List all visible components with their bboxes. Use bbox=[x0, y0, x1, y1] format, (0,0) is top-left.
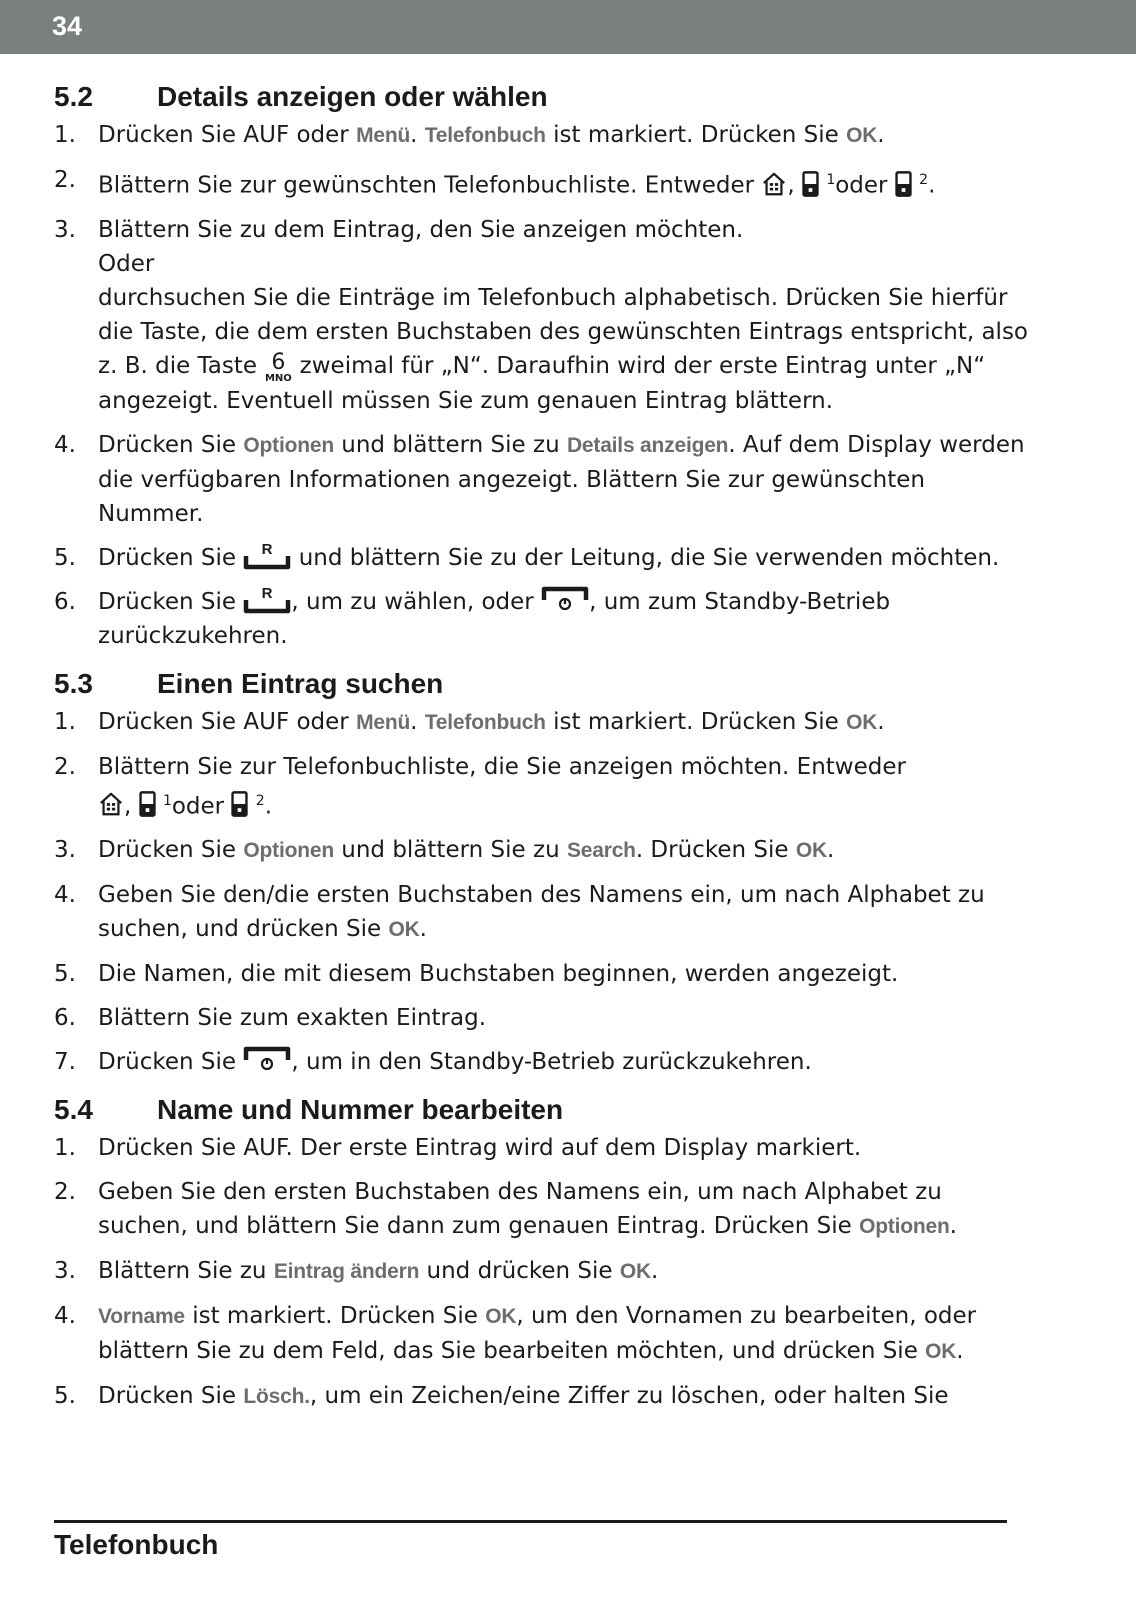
step-text: Drücken Sie bbox=[98, 588, 244, 615]
key-6-icon bbox=[264, 349, 292, 384]
step-number: 5. bbox=[54, 1383, 76, 1410]
section-title-text: Einen Eintrag suchen bbox=[157, 667, 444, 699]
talk-key-icon bbox=[243, 585, 291, 615]
end-key-icon bbox=[541, 585, 589, 615]
loesch-label: Lösch. bbox=[243, 1385, 310, 1409]
mobile-phonebook-icon bbox=[231, 791, 248, 817]
step-item bbox=[54, 1299, 1034, 1369]
step-text: . bbox=[928, 172, 936, 199]
step-text: . bbox=[410, 708, 425, 735]
menu-label: Menü bbox=[356, 710, 411, 734]
step-text: . bbox=[650, 1258, 659, 1285]
step-text: und blättern Sie zu bbox=[333, 837, 567, 864]
talk-key-icon bbox=[243, 541, 291, 571]
ok-label: OK bbox=[485, 1305, 517, 1329]
step-text: zweimal für „N“. Daraufhin wird der erste Eintrag unter „N“ angezeigt. Eventuell müssen Sie zum genauen Eintrag blättern. bbox=[98, 352, 986, 414]
step-text: und blättern Sie zu bbox=[333, 431, 567, 458]
step-text: , um zum Standby-Betrieb zurückzukehren. bbox=[98, 588, 891, 649]
step-text: Blättern Sie zu dem Eintrag, den Sie anzeigen möchten. bbox=[98, 216, 744, 243]
step-text: Blättern Sie zu bbox=[98, 1258, 274, 1285]
step-item bbox=[54, 705, 1034, 740]
step-text: Drücken Sie bbox=[98, 837, 244, 864]
key-letters: MNO bbox=[264, 372, 292, 384]
section-number: 5.2 bbox=[54, 81, 93, 112]
mobile-phonebook-icon bbox=[139, 791, 156, 817]
step-text: , bbox=[787, 172, 795, 199]
step-text: ist markiert. Drücken Sie bbox=[545, 708, 847, 735]
menu-label: Menü bbox=[356, 124, 411, 147]
mobile-index: 1 bbox=[162, 792, 172, 809]
step-number: 4. bbox=[54, 431, 76, 458]
step-item bbox=[54, 957, 1034, 991]
step-text: Oder bbox=[98, 250, 155, 277]
search-label: Search bbox=[566, 839, 636, 863]
step-item bbox=[54, 1001, 1034, 1035]
details-label: Details anzeigen bbox=[566, 433, 729, 457]
step-text: . Drücken Sie bbox=[635, 837, 796, 864]
mobile-phonebook-icon bbox=[895, 171, 912, 197]
section-title-5-4 bbox=[54, 1093, 1034, 1127]
section-title-text: Name und Nummer bearbeiten bbox=[157, 1094, 564, 1126]
page-number: 34 bbox=[52, 11, 83, 41]
step-item bbox=[54, 750, 1034, 824]
step-text: . bbox=[826, 837, 835, 864]
step-text: . bbox=[949, 1213, 957, 1240]
step-text: oder bbox=[835, 172, 888, 199]
optionen-label: Optionen bbox=[243, 839, 334, 863]
step-text: durchsuchen Sie die Einträge im Telefonbuch alphabetisch. Drücken Sie hierfür die Taste, die dem ersten Buchstaben des gewünschten Eintrags entspricht, also z. B. die Taste bbox=[98, 284, 1028, 379]
optionen-label: Optionen bbox=[243, 433, 334, 457]
step-text: Die Namen, die mit diesem Buchstaben beginnen, werden angezeigt. bbox=[98, 961, 899, 988]
section-title-text: Details anzeigen oder wählen bbox=[157, 81, 548, 112]
steps-list-5-2 bbox=[54, 118, 1034, 653]
step-text: Blättern Sie zur gewünschten Telefonbuchliste. Entweder bbox=[98, 172, 762, 199]
step-text: Drücken Sie bbox=[98, 1049, 244, 1076]
step-text: Blättern Sie zum exakten Eintrag. bbox=[98, 1005, 487, 1032]
step-text: , um zu wählen, oder bbox=[291, 588, 542, 615]
step-number: 3. bbox=[54, 837, 76, 864]
section-title-5-2 bbox=[54, 80, 1034, 114]
step-item bbox=[54, 833, 1034, 868]
step-text: . bbox=[956, 1338, 964, 1365]
step-text: Drücken Sie bbox=[98, 431, 244, 458]
step-text: Blättern Sie zur Telefonbuchliste, die Sie anzeigen möchten. Entweder bbox=[98, 753, 906, 780]
section-number: 5.4 bbox=[54, 1094, 93, 1126]
step-item bbox=[54, 118, 1034, 153]
footer-rule bbox=[54, 1520, 1007, 1523]
ok-label: OK bbox=[925, 1340, 957, 1364]
step-number: 3. bbox=[54, 216, 76, 243]
ok-label: OK bbox=[846, 124, 878, 147]
step-number: 2. bbox=[54, 167, 76, 193]
section-number: 5.3 bbox=[54, 667, 93, 699]
step-number: 1. bbox=[54, 708, 76, 735]
step-text: , um den Vornamen zu bearbeiten, oder blättern Sie zu dem Feld, das Sie bearbeiten möchten, und drücken Sie bbox=[98, 1303, 977, 1365]
step-text: Drücken Sie bbox=[98, 544, 244, 571]
step-text: Drücken Sie AUF oder bbox=[98, 708, 357, 735]
step-text: ist markiert. Drücken Sie bbox=[545, 122, 847, 148]
ok-label: OK bbox=[846, 710, 878, 734]
step-text: Geben Sie den ersten Buchstaben des Namens ein, um nach Alphabet zu suchen, und blättern Sie dann zum genauen Eintrag. Drücken Sie bbox=[98, 1179, 942, 1240]
telefonbuch-label: Telefonbuch bbox=[424, 710, 546, 734]
step-item bbox=[54, 428, 1034, 531]
step-text: . bbox=[877, 708, 885, 735]
home-phonebook-icon bbox=[98, 791, 124, 817]
steps-list-5-3 bbox=[54, 705, 1034, 1080]
step-item bbox=[54, 878, 1034, 947]
step-text: oder bbox=[171, 793, 225, 820]
step-text: . bbox=[410, 122, 425, 148]
step-number: 7. bbox=[54, 1049, 76, 1076]
section-title-5-3 bbox=[54, 667, 1034, 701]
page-content bbox=[54, 80, 1034, 1428]
step-text: . bbox=[264, 793, 272, 820]
step-number: 5. bbox=[54, 961, 76, 988]
home-phonebook-icon bbox=[761, 171, 787, 197]
step-number: 2. bbox=[54, 753, 76, 780]
step-text: . bbox=[419, 916, 427, 943]
footer-title: Telefonbuch bbox=[54, 1529, 219, 1560]
eintrag-aendern-label: Eintrag ändern bbox=[273, 1260, 420, 1284]
step-number: 5. bbox=[54, 544, 76, 571]
step-item bbox=[54, 541, 1034, 575]
vorname-label: Vorname bbox=[98, 1305, 185, 1329]
step-item bbox=[54, 213, 1034, 418]
step-text: ist markiert. Drücken Sie bbox=[184, 1303, 486, 1330]
step-number: 4. bbox=[54, 1303, 76, 1330]
step-text: und blättern Sie zu der Leitung, die Sie verwenden möchten. bbox=[291, 544, 1000, 571]
step-item bbox=[54, 1045, 1034, 1079]
optionen-label: Optionen bbox=[859, 1215, 950, 1239]
mobile-index: 2 bbox=[255, 792, 265, 809]
step-item bbox=[54, 1175, 1034, 1244]
telefonbuch-label: Telefonbuch bbox=[424, 124, 546, 147]
step-item bbox=[54, 163, 1034, 203]
step-text: Drücken Sie AUF. Der erste Eintrag wird auf dem Display markiert. bbox=[98, 1135, 862, 1162]
steps-list-5-4 bbox=[54, 1131, 1034, 1414]
step-number: 6. bbox=[54, 1005, 76, 1032]
ok-label: OK bbox=[619, 1260, 651, 1284]
ok-label: OK bbox=[388, 918, 420, 942]
mobile-index: 2 bbox=[919, 172, 929, 188]
ok-label: OK bbox=[795, 839, 827, 863]
step-text: , um in den Standby-Betrieb zurückzukehren. bbox=[291, 1049, 812, 1076]
step-text: und drücken Sie bbox=[419, 1258, 620, 1285]
step-item bbox=[54, 1131, 1034, 1165]
page-header-bar bbox=[0, 0, 1136, 54]
step-item bbox=[54, 1254, 1034, 1289]
step-text: Geben Sie den/die ersten Buchstaben des Namens ein, um nach Alphabet zu suchen, und drücken Sie bbox=[98, 882, 985, 943]
mobile-index: 1 bbox=[826, 172, 836, 188]
step-number: 4. bbox=[54, 882, 76, 909]
step-text: . bbox=[877, 122, 885, 148]
step-item bbox=[54, 585, 1034, 653]
step-text: , um ein Zeichen/eine Ziffer zu löschen, oder halten Sie bbox=[309, 1383, 949, 1410]
step-text: Drücken Sie bbox=[98, 1383, 244, 1410]
step-text: Drücken Sie AUF oder bbox=[98, 122, 357, 148]
step-text: . Auf dem Display werden die verfügbaren Informationen angezeigt. Blättern Sie zur gewünschten Nummer. bbox=[98, 431, 1025, 527]
step-number: 1. bbox=[54, 122, 76, 148]
end-key-icon bbox=[243, 1045, 291, 1075]
step-text: , bbox=[124, 793, 132, 820]
step-item bbox=[54, 1379, 1034, 1414]
key-digit: 6 bbox=[271, 349, 286, 375]
step-number: 2. bbox=[54, 1179, 76, 1206]
mobile-phonebook-icon bbox=[802, 171, 819, 197]
step-number: 1. bbox=[54, 1135, 76, 1162]
step-number: 3. bbox=[54, 1258, 76, 1285]
step-number: 6. bbox=[54, 588, 76, 615]
